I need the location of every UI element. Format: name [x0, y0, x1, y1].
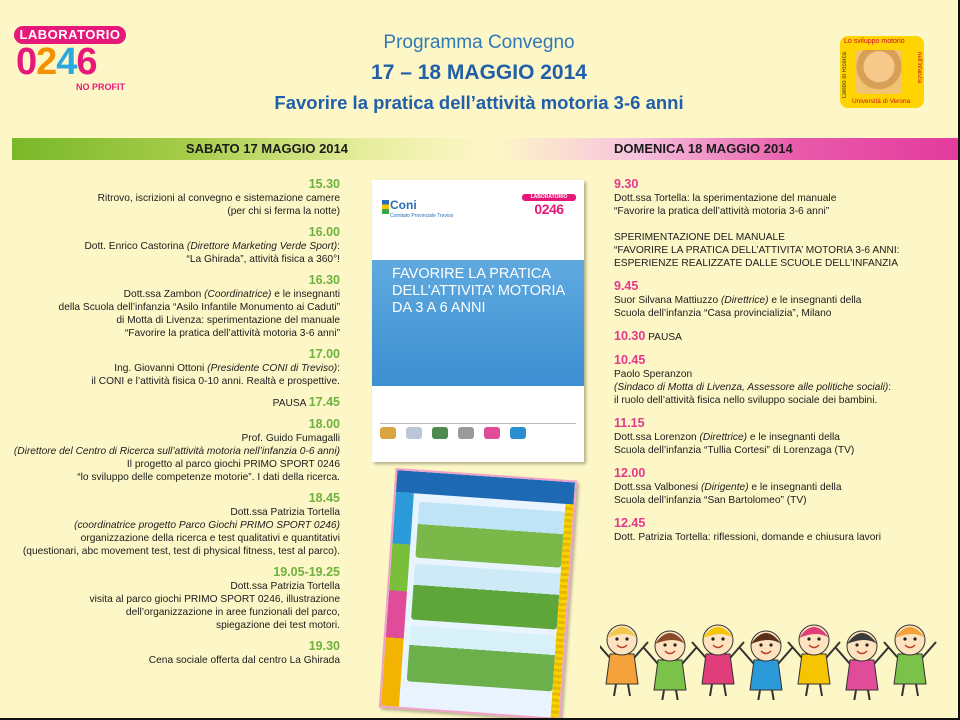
event-line: [614, 481, 944, 494]
event-time: 18.00: [308, 417, 340, 431]
event-subtitle: Favorire la pratica dell’attività motoria 3-6 anni: [274, 92, 684, 113]
event-line: [614, 294, 944, 307]
uni-logo-top: Lo sviluppo motorio: [844, 38, 905, 45]
pause-label: PAUSA: [272, 398, 306, 409]
event-text: e le insegnanti della: [768, 295, 862, 306]
event-dates: 17 – 18 MAGGIO 2014: [371, 61, 587, 84]
event-line: [614, 431, 944, 444]
event-text: Il progetto al parco giochi PRIMO SPORT 0246: [126, 459, 340, 470]
event-role: (Coordinatrice): [204, 289, 272, 300]
event-line: [0, 445, 340, 458]
event-line: [0, 432, 340, 445]
event-text: il CONI e l’attività fisica 0-10 anni. Realtà e prospettive.: [91, 376, 340, 387]
event-text: e le insegnanti: [271, 289, 340, 300]
event-time: 11.15: [614, 416, 645, 430]
lab-logo-sub: NO PROFIT: [76, 82, 125, 92]
schedule-event: [614, 415, 944, 457]
pause-row: [0, 394, 340, 410]
event-text: Scuola dell’infanzia “Casa provincializia”, Milano: [614, 308, 832, 319]
event-time: 9.30: [614, 177, 639, 191]
event-time: 10.45: [614, 353, 646, 367]
event-text: Scuola dell’infanzia “San Bartolomeo” (TV): [614, 495, 807, 506]
event-text: :: [337, 363, 340, 374]
event-text: Dott. Enrico Castorina: [84, 241, 187, 252]
event-line: [0, 301, 340, 314]
digit: 0: [16, 41, 37, 83]
event-line: [0, 654, 340, 667]
event-line: [0, 314, 340, 327]
schedule-event: [614, 465, 944, 507]
event-text: Dott.ssa Patrizia Tortella: [230, 507, 340, 518]
event-text: Prof. Guido Fumagalli: [241, 433, 340, 444]
pause-row: [614, 328, 944, 344]
activity-leaflet: [379, 468, 577, 720]
booklet-divider: [380, 423, 576, 424]
event-line: [0, 506, 340, 519]
schedule-event: [614, 352, 944, 407]
sponsor-logo-icon: [432, 427, 448, 439]
booklet-sponsor-logos: [380, 426, 576, 448]
event-line: [0, 253, 340, 266]
leaflet-illustration: [415, 502, 565, 568]
event-text: Dott.ssa Valbonesi: [614, 482, 702, 493]
digit: 2: [36, 41, 57, 83]
event-line: [0, 375, 340, 388]
event-text: “FAVORIRE LA PRATICA DELL’ATTIVITA’ MOTORIA 3-6 ANNI:: [614, 245, 900, 256]
event-text: Ritrovo, iscrizioni al convegno e sistemazione camere: [97, 193, 340, 204]
event-text: Ing. Giovanni Ottoni: [114, 363, 208, 374]
event-time: 17.00: [308, 347, 340, 361]
event-text: ESPERIENZE REALIZZATE DALLE SCUOLE DELL’INFANZIA: [614, 258, 899, 269]
leaflet-illustration: [407, 625, 557, 691]
booklet-title-band: [372, 260, 584, 386]
event-text: Dott. Patrizia Tortella: riflessioni, domande e chiusura lavori: [614, 532, 882, 543]
event-time: 15.30: [308, 177, 340, 191]
child-photo: [856, 50, 902, 94]
event-line: [0, 458, 340, 471]
event-role: (Direttore Marketing Verde Sport): [186, 241, 338, 252]
child-figure-icon: [644, 631, 696, 700]
schedule-event: [0, 346, 340, 388]
event-text: “Favorire la pratica dell’attività motoria 3-6 anni”: [614, 206, 830, 217]
sponsor-logo-icon: [510, 427, 526, 439]
schedule-event: [0, 394, 340, 410]
event-text: (per chi si ferma la notte): [227, 206, 340, 217]
event-text: SPERIMENTAZIONE DEL MANUALE: [614, 232, 785, 243]
schedule-event: [0, 638, 340, 667]
event-text: “lo sviluppo delle competenze motorie”. I dati della ricerca.: [77, 472, 340, 483]
event-text: “La Ghirada”, attività fisica a 360°!: [186, 254, 340, 265]
event-line: [614, 494, 944, 507]
event-line: [0, 532, 340, 545]
sponsor-logo-icon: [380, 427, 396, 439]
event-text: :: [888, 382, 892, 393]
event-role: (Direttore del Centro di Ricerca sull’attività motoria nell’infanzia 0-6 anni): [13, 446, 340, 457]
child-figure-icon: [692, 625, 744, 696]
event-text: (questionari, abc movement test, test di physical fitness, test al parco).: [22, 546, 340, 557]
event-time: 12.00: [614, 466, 646, 480]
sunday-header-bar: DOMENICA 18 MAGGIO 2014: [496, 138, 958, 160]
booklet-lab-digits: 0246: [534, 201, 564, 217]
sponsor-logo-icon: [458, 427, 474, 439]
schedule-event: [614, 176, 944, 270]
booklet-lab-logo: [522, 194, 576, 220]
event-time: 16.30: [308, 273, 340, 287]
schedule-event: [614, 515, 944, 544]
event-line: [614, 394, 944, 407]
event-line: [614, 205, 944, 218]
event-line: [614, 244, 944, 257]
sponsor-logo-icon: [484, 427, 500, 439]
event-text: Dott.ssa Patrizia Tortella: [230, 581, 340, 592]
event-line: [614, 231, 944, 244]
child-figure-icon: [788, 625, 840, 696]
booklet-lab-label: LABORATORIO: [522, 194, 576, 201]
event-line: [0, 471, 340, 484]
digit: 4: [56, 41, 77, 83]
event-line: [0, 288, 340, 301]
event-line: [614, 192, 944, 205]
event-line: [0, 362, 340, 375]
event-text: e le insegnanti della: [747, 432, 840, 443]
event-line: [614, 531, 944, 544]
child-figure-icon: [740, 631, 792, 700]
schedule-event: [0, 564, 340, 632]
coni-brand: Coni: [390, 198, 417, 212]
event-text: Paolo Speranzon: [614, 369, 693, 380]
schedule-event: [614, 278, 944, 320]
sunday-schedule: [614, 176, 944, 552]
event-text: “Favorire la pratica dell’attività motoria 3-6 anni”: [124, 328, 340, 339]
event-line: [0, 606, 340, 619]
child-figure-icon: [884, 625, 936, 696]
event-text: Cena sociale offerta dal centro La Ghirada: [148, 655, 340, 666]
event-role: (Presidente CONI di Treviso): [207, 363, 338, 374]
schedule-event: [0, 416, 340, 484]
event-line: [0, 192, 340, 205]
booklet-title: FAVORIRE LA PRATICA DELL’ATTIVITA’ MOTORIA DA 3 A 6 ANNI: [392, 266, 565, 316]
event-line: [0, 580, 340, 593]
event-text: il ruolo dell’attività fisica nello sviluppo sociale dei bambini.: [614, 395, 878, 406]
leaflet-illustration: [411, 564, 561, 630]
schedule-event: [614, 328, 944, 344]
event-line: [614, 307, 944, 320]
event-text: e le insegnanti della: [748, 482, 842, 493]
coni-brand-sub: Comitato Provinciale Treviso: [390, 213, 454, 219]
child-figure-icon: [600, 625, 648, 696]
event-time: 12.45: [614, 516, 646, 530]
event-line: [614, 444, 944, 457]
event-text: Suor Silvana Mattiuzzo: [614, 295, 722, 306]
event-text: Scuola dell’infanzia “Tullia Cortesi” di Lorenzaga (TV): [614, 445, 855, 456]
event-role: (Direttrice): [699, 432, 748, 443]
event-line: [0, 545, 340, 558]
schedule-event: [0, 176, 340, 218]
event-line: [0, 519, 340, 532]
event-text: Dott.ssa Tortella: la sperimentazione del manuale: [614, 193, 837, 204]
event-text: spiegazione dei test motori.: [215, 620, 340, 631]
event-role: (coordinatrice progetto Parco Giochi PRIMO SPORT 0246): [74, 520, 340, 531]
saturday-header-bar: SABATO 17 MAGGIO 2014: [12, 138, 482, 160]
event-time: 9.45: [614, 279, 639, 293]
schedule-event: [0, 490, 340, 558]
coni-flag-icon: [382, 200, 389, 214]
event-text: di Motta di Livenza: sperimentazione del manuale: [116, 315, 340, 326]
event-line: [0, 240, 340, 253]
event-text: Dott.ssa Lorenzon: [614, 432, 700, 443]
event-time: 19.30: [308, 639, 340, 653]
uni-logo-left: Centro di Ricerca: [842, 52, 848, 99]
leaflet-header: [396, 470, 575, 504]
schedule-event: [0, 272, 340, 340]
event-role: (Dirigente): [701, 482, 749, 493]
event-time: 18.45: [308, 491, 340, 505]
event-time: 10.30: [614, 329, 646, 343]
event-time: 19.05-19.25: [273, 565, 340, 579]
event-role: (Sindaco di Motta di Livenza, Assessore alle politiche sociali): [614, 382, 889, 393]
event-line: [0, 327, 340, 340]
manual-booklet-cover: [372, 180, 584, 462]
children-illustration: [600, 604, 950, 700]
event-text: della Scuola dell’infanzia “Asilo Infantile Monumento ai Caduti”: [58, 302, 340, 313]
digit: 6: [76, 41, 97, 83]
event-text: :: [337, 241, 340, 252]
event-text: organizzazione della ricerca e test qualitativi e quantitativi: [80, 533, 340, 544]
event-line: [0, 593, 340, 606]
event-text: dell’organizzazione in aree funzionali del parco,: [125, 607, 340, 618]
event-text: visita al parco giochi PRIMO SPORT 0246, illustrazione: [89, 594, 340, 605]
program-title: Programma Convegno: [383, 32, 575, 53]
event-line: [0, 619, 340, 632]
uni-logo-bottom: Università di Verona: [852, 98, 911, 105]
saturday-schedule: [0, 176, 340, 673]
event-text: Dott.ssa Zambon: [123, 289, 205, 300]
event-role: (Direttrice): [721, 295, 769, 306]
uni-logo-side: nell'infanzia: [916, 52, 922, 84]
pause-label: PAUSA: [648, 332, 682, 343]
university-research-logo: [840, 36, 924, 108]
event-line: [614, 381, 944, 394]
event-line: [0, 205, 340, 218]
lab-logo-label: LABORATORIO: [14, 26, 126, 44]
event-line: [614, 218, 944, 231]
child-figure-icon: [836, 631, 888, 700]
event-time: 16.00: [308, 225, 340, 239]
schedule-event: [0, 224, 340, 266]
event-time: 17.45: [308, 395, 340, 409]
event-line: [614, 257, 944, 270]
sponsor-logo-icon: [406, 427, 422, 439]
event-line: [614, 368, 944, 381]
